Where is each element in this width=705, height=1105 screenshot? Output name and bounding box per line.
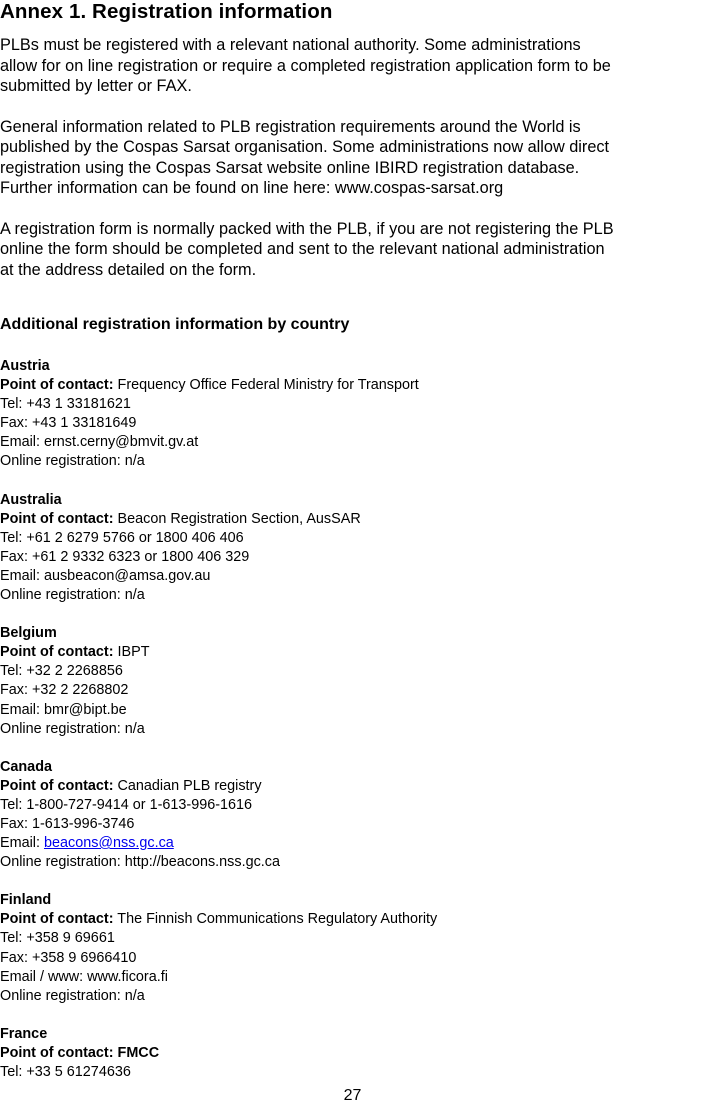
point-of-contact-value: Beacon Registration Section, AusSAR [117,510,361,527]
country-entry-austria [0,357,705,472]
tel-line: Tel: +33 5 61274636 [0,1064,131,1080]
point-of-contact-value: Frequency Office Federal Ministry for Transport [117,377,419,394]
intro-line: at the address detailed on the form. [0,260,257,279]
intro-line: PLBs must be registered with a relevant national authority. Some administrations [0,36,581,54]
point-of-contact-label: Point of contact: [0,510,114,527]
website-value: www.ficora.fi [87,968,168,985]
online-registration-line: Online registration: n/a [0,987,145,1004]
country-name: Canada [0,758,52,775]
tel-line: Tel: +61 2 6279 5766 or 1800 406 406 [0,529,244,546]
point-of-contact [0,777,705,796]
point-of-contact-value: FMCC [117,1044,160,1061]
online-registration-line: Online registration: n/a [0,720,145,737]
point-of-contact-label: Point of contact: [0,911,114,928]
online-registration-line: Online registration: n/a [0,453,145,470]
fax-line: Fax: +358 9 6966410 [0,949,137,966]
online-registration-line: Online registration: n/a [0,587,145,604]
intro-line: General information related to PLB registration requirements around the World is [0,117,581,136]
fax-line: Fax: +32 2 2268802 [0,682,129,699]
country-entry-finland [0,891,705,1006]
email-link[interactable]: beacons@nss.gc.ca [43,835,174,852]
email-line [0,834,705,853]
intro-line: allow for on line registration or require a completed registration application form to be [0,56,611,75]
email-line [0,567,705,586]
intro-line: online the form should be completed and sent to the relevant national administration [0,240,605,258]
section-heading: Additional registration information by country [0,316,350,333]
fax-line: Fax: +61 2 9332 6323 or 1800 406 329 [0,548,250,565]
country-name: France [0,1025,48,1042]
tel-line: Tel: +358 9 69661 [0,930,115,947]
email-value: ausbeacon@amsa.gov.au [43,567,211,584]
intro-line: A registration form is normally packed with the PLB, if you are not registering the PLB [0,219,614,238]
email-line [0,701,705,720]
email-www-line [0,968,705,987]
country-name: Belgium [0,625,57,642]
tel-line: Tel: 1-800-727-9414 or 1-613-996-1616 [0,796,253,813]
point-of-contact-value: The Finnish Communications Regulatory Authority [117,911,438,928]
email-label: Email: [0,701,44,718]
country-entry-france [0,1025,705,1082]
email-value: ernst.cerny@bmvit.gv.at [43,434,199,451]
country-name: Austria [0,358,50,374]
page-number: 27 [343,1087,362,1104]
country-name: Finland [0,892,52,909]
intro-paragraph-3 [0,219,705,281]
point-of-contact-label: Point of contact: [0,377,114,394]
email-label: Email: [0,835,44,852]
email-value: bmr@bipt.be [43,701,127,718]
point-of-contact-label: Point of contact: [0,644,114,661]
email-www-label: Email / www: [0,968,88,985]
intro-paragraph-1 [0,35,705,97]
country-entry-canada [0,758,705,873]
intro-paragraph-2 [0,117,705,199]
point-of-contact-label: Point of contact: [0,1044,114,1061]
point-of-contact [0,1044,705,1063]
point-of-contact [0,643,705,662]
online-registration-line: Online registration: http://beacons.nss.gc.ca [0,854,280,871]
email-line [0,433,705,452]
country-name: Australia [0,491,62,508]
email-label: Email: [0,567,44,584]
email-label: Email: [0,434,44,451]
fax-line: Fax: +43 1 33181649 [0,415,137,432]
intro-line: Further information can be found on line here: www.cospas-sarsat.org [0,179,504,197]
intro-line: submitted by letter or FAX. [0,77,192,95]
tel-line: Tel: +32 2 2268856 [0,663,123,680]
country-entry-belgium [0,624,705,739]
point-of-contact-value: Canadian PLB registry [117,777,262,794]
point-of-contact-value: IBPT [117,644,150,661]
intro-text [0,35,705,300]
fax-line: Fax: 1-613-996-3746 [0,815,135,832]
point-of-contact [0,376,705,395]
intro-line: registration using the Cospas Sarsat website online IBIRD registration database. [0,158,580,177]
country-entry-australia [0,491,705,606]
annex-title: Annex 1. Registration information [0,0,333,23]
point-of-contact [0,510,705,529]
point-of-contact [0,910,705,929]
intro-line: published by the Cospas Sarsat organisation. Some administrations now allow direct [0,138,610,156]
point-of-contact-label: Point of contact: [0,777,114,794]
country-list [0,357,705,1101]
tel-line: Tel: +43 1 33181621 [0,396,131,413]
